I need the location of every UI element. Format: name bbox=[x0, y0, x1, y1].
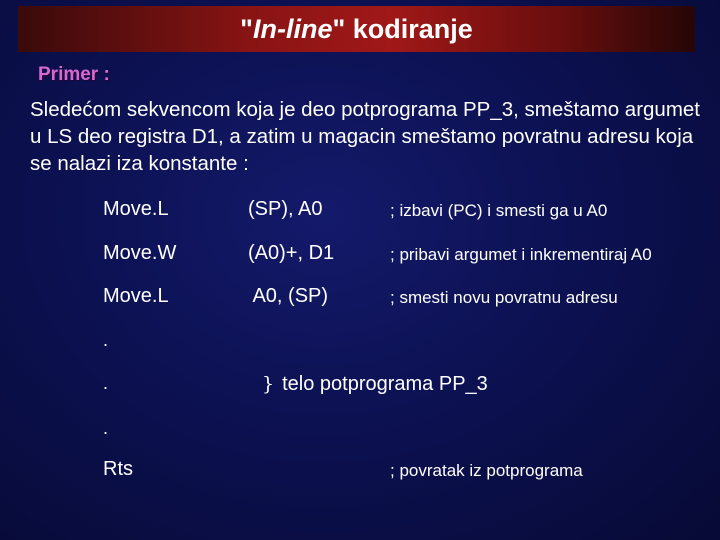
code-line bbox=[0, 285, 720, 313]
return-line bbox=[0, 458, 720, 486]
title-quote-close: " bbox=[332, 13, 346, 44]
title-italic: In-line bbox=[252, 13, 333, 44]
ellipsis-dot: . bbox=[103, 373, 109, 393]
code-operands: (SP), A0 bbox=[248, 198, 323, 220]
code-comment: ; smesti novu povratnu adresu bbox=[390, 288, 618, 307]
code-comment: ; pribavi argumet i inkrementiraj A0 bbox=[390, 245, 652, 264]
intro-paragraph: Sledećom sekvencom koja je deo potprograma PP_3, smeštamo argumet u LS deo registra D1, a zatim u magacin smeštamo povratnu adresu koja se nalazi iza konstante : bbox=[30, 98, 701, 175]
subroutine-body-note bbox=[262, 373, 488, 396]
slide-title bbox=[18, 6, 695, 52]
code-instruction: Move.W bbox=[103, 242, 177, 264]
code-line bbox=[0, 242, 720, 270]
body-note-text: telo potprograma PP_3 bbox=[282, 373, 488, 395]
title-quote-open: " bbox=[240, 13, 253, 44]
code-comment: ; izbavi (PC) i smesti ga u A0 bbox=[390, 201, 608, 220]
title-rest: kodiranje bbox=[345, 13, 473, 44]
ellipsis-dot: . bbox=[103, 418, 109, 438]
ellipsis-dot: . bbox=[103, 330, 109, 350]
code-instruction: Move.L bbox=[103, 198, 169, 220]
code-line bbox=[0, 198, 720, 226]
return-comment: ; povratak iz potprograma bbox=[390, 461, 583, 480]
brace-symbol: } bbox=[262, 373, 275, 395]
code-operands: A0, (SP) bbox=[248, 285, 329, 307]
code-operands: (A0)+, D1 bbox=[248, 242, 335, 264]
return-instruction: Rts bbox=[103, 458, 133, 480]
primer-label: Primer : bbox=[38, 64, 110, 85]
code-instruction: Move.L bbox=[103, 285, 169, 307]
